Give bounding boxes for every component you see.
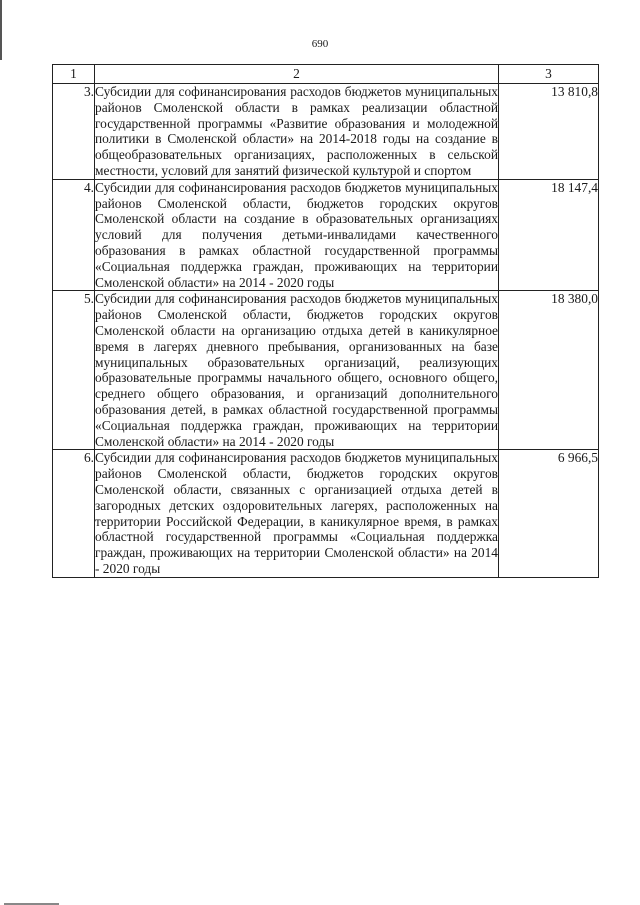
- row-description: Субсидии для софинансирования расходов бюджетов муниципальных районов Смоленской области в рамках реализации областной государственной программы «Развитие образования и молодежной политики в Смоленской области» на 2014-2018 годы на создание в общеобразовательных организациях, расположенных в сельской местности, условий для занятий физической культурой и спортом: [95, 84, 498, 178]
- table-header-row: [53, 65, 599, 84]
- table-row: [53, 291, 599, 450]
- row-number: 4.: [53, 179, 95, 291]
- column-header: 3: [499, 65, 599, 84]
- page-number: 690: [311, 38, 329, 50]
- row-amount: 18 380,0: [499, 291, 599, 450]
- row-number: 3.: [53, 84, 95, 180]
- row-description: Субсидии для софинансирования расходов бюджетов муниципальных районов Смоленской области, бюджетов городских округов Смоленской области на создание в образовательных организациях условий для получения детьми-инвалидами качественного образования в рамках областной государственной программы «Социальная поддержка граждан, проживающих на территории Смоленской области» на 2014 - 2020 годы: [95, 179, 498, 290]
- table-row: [53, 179, 599, 291]
- subsidies-table: [52, 64, 599, 578]
- row-number: 6.: [53, 450, 95, 577]
- row-amount: 6 966,5: [499, 450, 599, 577]
- column-header: 2: [95, 65, 499, 84]
- scan-edge-mark: [0, 0, 2, 60]
- column-header: 1: [53, 65, 95, 84]
- table-row: [53, 84, 599, 180]
- row-description: Субсидии для софинансирования расходов бюджетов муниципальных районов Смоленской области, бюджетов городских округов Смоленской области на организацию отдыха детей в каникулярное время в лагерях дневного пребывания, организованных на базе муниципальных образовательных организаций, реализующих образовательные программы начального общего, основного общего, среднего общего образования, и организаций дополнительного образования детей, в рамках областной государственной программы «Социальная поддержка граждан, проживающих на территории Смоленской области» на 2014 - 2020 годы: [95, 291, 498, 449]
- table-row: [53, 450, 599, 577]
- row-number: 5.: [53, 291, 95, 450]
- row-description: Субсидии для софинансирования расходов бюджетов муниципальных районов Смоленской области, бюджетов городских округов Смоленской области, связанных с организацией отдыха детей в загородных детских оздоровительных лагерях, расположенных на территории Российской Федерации, в каникулярное время, в рамках областной государственной программы «Социальная поддержка граждан, проживающих на территории Смоленской области» на 2014 - 2020 годы: [95, 450, 498, 576]
- row-amount: 18 147,4: [499, 179, 599, 291]
- row-amount: 13 810,8: [499, 84, 599, 180]
